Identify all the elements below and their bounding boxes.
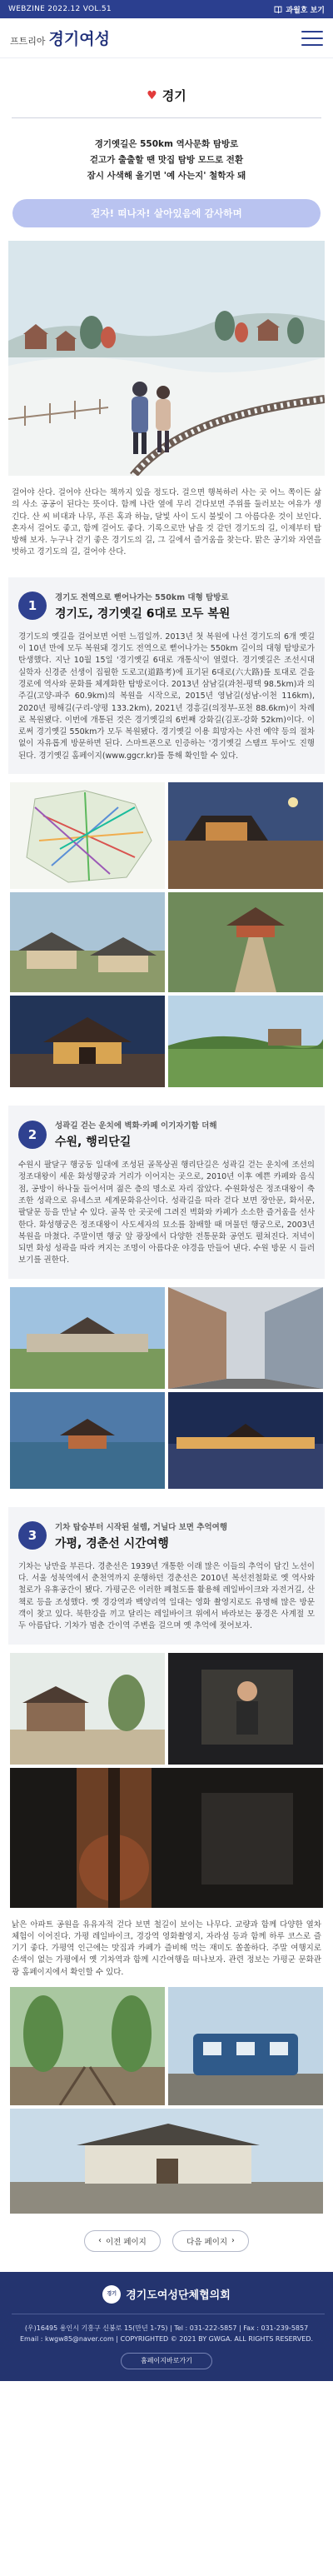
- logo-main: 경기여성: [48, 30, 110, 48]
- section-1-subtitle: 경기도 전역으로 뻗어나가는 550km 대형 탐방로: [55, 592, 229, 602]
- alley-cafes-image: [168, 1287, 323, 1389]
- chevron-right-icon: ›: [231, 2236, 235, 2246]
- temple-path-image: [168, 892, 323, 992]
- prev-page-button[interactable]: [84, 2230, 161, 2252]
- section-3-gallery-top: [10, 1653, 323, 1765]
- section-2-subtitle: 성곽길 걷는 운치에 벽화·카페 이기자기함 더해: [55, 1121, 217, 1131]
- old-train-image: [168, 1987, 323, 2105]
- top-bar: [0, 0, 333, 18]
- section-3-text: 기차는 낭만을 부른다. 경춘선은 1939년 개통한 이래 많은 이들의 추억이 담긴 노선이다. 서울 성북역에서 춘천역까지 운행하던 경춘선은 2010년 복선전철화로 옛 역사와 철로가 유휴공간이 됐다. 가평군은 이러한 폐철도를 활용해 레일바이크와 자전거길, 산책로 등을 조성했다. 옛 경강역과 백양리역 일대는 영화 촬영지로도 유명해 많은 방문객이 찾고 있다. 북한강을 끼고 달리는 레일바이크 위에서 바라보는 풍경은 사계절 모두 아름답다. 기차가 멈춘 간이역 주변을 걸으며 옛 추억에 젖어보자.: [18, 1561, 315, 1631]
- station-building-wrap: [10, 2109, 323, 2214]
- heart-icon: ♥: [147, 88, 157, 102]
- section-title: [0, 87, 333, 104]
- footer-org-name: 경기도여성단체협의회: [126, 2289, 231, 2303]
- section-1-box: [8, 577, 325, 774]
- section-3-gallery-bottom: [10, 1987, 323, 2105]
- station-building-image: [10, 2109, 323, 2214]
- railbike-trees-image: [10, 1987, 165, 2105]
- night-wall-image: [168, 1392, 323, 1489]
- section-1-titles: [55, 591, 230, 622]
- section-2-gallery: [10, 1287, 323, 1489]
- section-2-box: [8, 1106, 325, 1279]
- section-1-header: [18, 591, 315, 622]
- footer-emblem-icon: 경기: [102, 2285, 121, 2304]
- hanok-village-image: [10, 892, 165, 992]
- headline-banner: 걷자! 떠나자! 살아있음에 감사하며: [12, 199, 321, 227]
- site-header: [0, 18, 333, 58]
- book-icon: [274, 6, 282, 13]
- hwaseong-fortress-image: [10, 1287, 165, 1389]
- section-3-header: [18, 1520, 315, 1551]
- station-trees-image: [10, 1653, 165, 1765]
- section-1-title: 경기도, 경기옛길 6대로 모두 복원: [55, 607, 231, 621]
- intro-paragraph: 걸어야 산다. 걸어야 산다는 책까지 있을 정도다. 걸으면 행복하러 사는 곳 어느 쪽이든 삶의 사소 공공이 된다는 뜻이다. 함께 나란 옆에 무리 걷다보면 주위를 둘러보는 여유가 생긴다. 산 씨 비대과 나무, 푸른 혹과 하늘, 달빛 사이 도시 불빛이 그 아름다운 것이 보인다. 혼자서 걸어도 좋고, 함께 걸어도 좋다. 기록으로만 남을 것 같던 경기도의 길, 이제부터 탐방해 보자. 누구나 걷기 좋은 경기도의 길, 그 길에서 즐거움을 찾는다. 맑은 공기와 자연을 벗하고 경기도의 길, 걸어야 산다.: [12, 488, 321, 557]
- section-number-badge: 3: [18, 1521, 47, 1550]
- section-3-title: 가평, 경춘선 시간여행: [55, 1536, 169, 1550]
- chevron-left-icon: ‹: [98, 2236, 102, 2246]
- logo-prefix: 프트리아: [10, 36, 46, 47]
- cello-closeup-wrap: [10, 1768, 323, 1908]
- section-3-box: [8, 1507, 325, 1645]
- prev-issue-label: 과월호 보기: [286, 6, 325, 15]
- pagination: [0, 2230, 333, 2252]
- next-page-button[interactable]: [172, 2230, 249, 2252]
- issue-label: WEBZINE 2022.12 VOL.51: [8, 5, 112, 13]
- section-number-badge: 1: [18, 592, 47, 620]
- intro-summary: [0, 137, 333, 184]
- section-1-gallery: [10, 782, 323, 1087]
- cello-musician-image: [168, 1653, 323, 1765]
- divider: [12, 117, 321, 118]
- menu-icon[interactable]: [301, 31, 323, 46]
- footer-info: [12, 2323, 321, 2344]
- footer-logo: [12, 2285, 321, 2304]
- intro-line-3: 잠시 사색해 올기면 '예 사는지' 철학자 돼: [87, 171, 246, 181]
- map-image: [10, 782, 165, 889]
- section-3-text-2: 낡은 아파트 공원을 유유자적 걷다 보면 철길이 보이는 나무다. 교량과 함께 다양한 열차 체험이 이어진다. 가평 레일바이크, 경강역 영화촬영지, 자라섬 등과 함께 하루 코스로 즐기기 좋다. 가평역 인근에는 맛집과 카페가 즐비해 먹는 재미도 쏠쏠하다. 주말 여행지로 손색이 없는 가평에서 옛 기차역과 함께 시간여행을 떠나보자. 관련 정보는 가평군 문화관광 홈페이지에서 확인할 수 있다.: [12, 1920, 321, 1977]
- homepage-button[interactable]: 홈페이지바로가기: [121, 2353, 212, 2369]
- next-page-label: 다음 페이지: [186, 2237, 228, 2247]
- section-1-text: 경기도의 옛길을 걸어보면 어떤 느낌일까. 2013년 첫 복원에 나선 경기도의 6개 옛길이 10년 만에 모두 복원돼 경기도 전역으로 뻗어나가는 550km 길이의 대형 탐방로가 탄생했다. 지난 10월 15일 '경기옛길 6대로 개통식'이 열렸다. 경기옛길은 조선시대 실학자 신경준 선생이 집필한 도로고(道路考)에 표기된 6대로(六大路)를 토대로 걷을 경로에 역사와 문화를 체계화한 탐방로이다. 2013년 삼남길(과천-평택 98.5km)과 의주길(고양-파주 60.9km)의 복원을 시작으로, 2015년 영남길(성남-이천 116km), 2020년 평해길(구리-양평 133.2km), 2021년 경흥길(의정부-포천 88.6km)이 차례로 복원됐다. 이번에 개통된 것은 경기옛길의 6번째 강화길(김포-강화 52km)이다. 이로써 경기옛길 550km가 모두 복원됐다. 경기옛길 이용 희망자는 사전 예약 등의 절차 없이 자유롭게 방문하면 된다. 스마트폰으로 인증하는 '경기옛길 스탬프 투어'도 진행된다. 경기옛길 홈페이지(www.ggcr.kr)를 통해 확인할 수 있다.: [18, 632, 315, 761]
- section-2-titles: [55, 1119, 217, 1150]
- pavilion-pond-image: [10, 1392, 165, 1489]
- green-field-image: [168, 996, 323, 1087]
- hero-illustration: [8, 241, 325, 476]
- section-3-titles: [55, 1520, 227, 1551]
- footer-email: Email : kwgw85@naver.com | COPYRIGHTED © 2021 BY GWGA. ALL RIGHTS RESERVED.: [19, 2334, 314, 2343]
- prev-page-label: 이전 페이지: [105, 2237, 147, 2247]
- site-logo[interactable]: [10, 27, 110, 49]
- section-2-header: [18, 1119, 315, 1150]
- cello-closeup-image: [10, 1768, 323, 1908]
- fortress-night-image: [168, 782, 323, 889]
- prev-issue-link[interactable]: [274, 4, 325, 15]
- site-footer: [0, 2272, 333, 2381]
- intro-line-1: 경기옛길은 550km 역사문화 탐방로: [94, 139, 239, 149]
- section-3-subtitle: 기차 탑승부터 시작된 설렘, 거닐다 보면 추억여행: [55, 1522, 227, 1532]
- footer-address: (우)16495 용인시 기흥구 신봉로 15(만년 1-75) | Tel : 031-222-5857 | Fax : 031-239-5857: [24, 2324, 309, 2332]
- section-number-badge: 2: [18, 1121, 47, 1149]
- section-2-title: 수원, 행리단길: [55, 1136, 132, 1150]
- section-2-text: 수원시 팔달구 행궁동 일대에 조성된 골목상권 행리단길은 성곽길 걷는 운치에 조선의 정조대왕이 세운 화성행궁과 거리가 이어지는 곳으로, 2010년 이후 예쁜 카페와 음식점, 공방이 하나둘 들어서며 젊은 층의 명소로 자리 잡았다. 수원화성은 정조대왕이 축조한 성곽으로 유네스코 세계문화유산이다. 성곽길을 따라 걷다 보면 장안문, 화서문, 팔달문 등을 만날 수 있다. 골목 안 곳곳에 그려진 벽화와 카페가 소소한 즐거움을 선사한다. 화성행궁은 정조대왕이 사도세자의 묘소를 참배할 때 머물던 행궁으로, 2003년 복원을 마쳤다. 주말이면 행궁 앞 광장에서 다양한 전통문화 공연도 펼쳐진다. 저녁이 되면 화성 성곽을 따라 켜지는 조명이 아름다운 야경을 만들어 낸다. 수원 방문 시 들러보기를 권한다.: [18, 1161, 315, 1266]
- section-label: 경기: [162, 88, 186, 103]
- gate-lit-image: [10, 996, 165, 1087]
- intro-line-2: 걷고가 출출할 땐 맛집 탐방 모드로 전환: [89, 155, 244, 165]
